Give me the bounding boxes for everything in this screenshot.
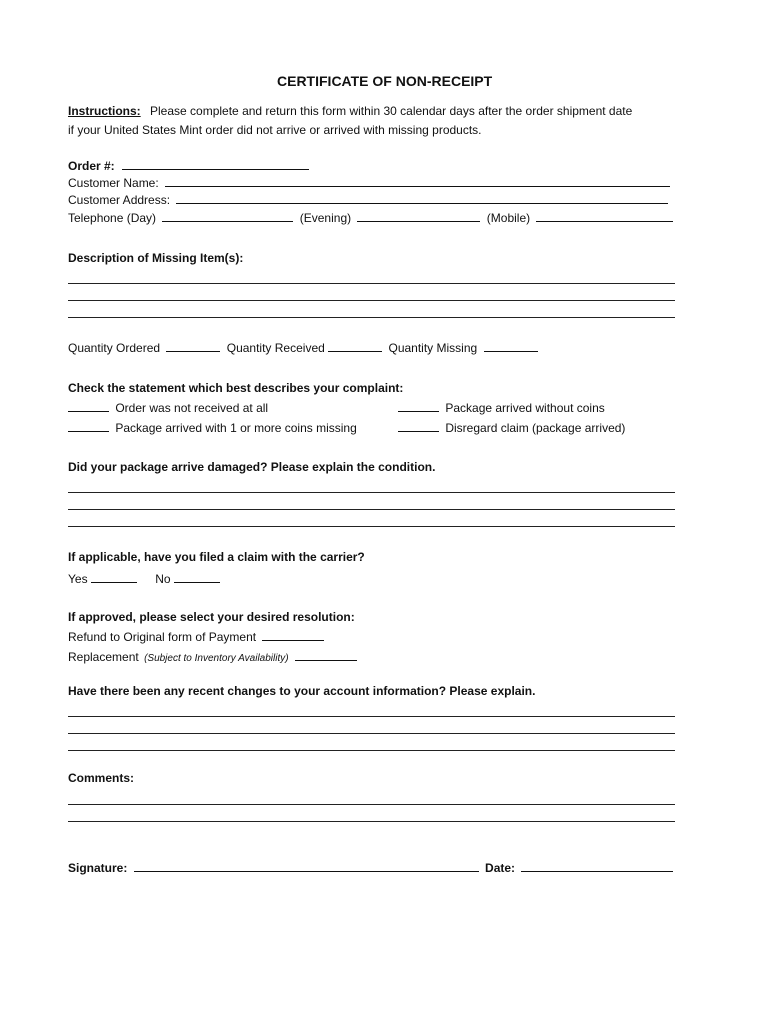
signature-field[interactable] — [134, 860, 479, 872]
resolution-refund-row — [68, 629, 324, 645]
customer-name-row — [68, 175, 670, 191]
complaint-option-label: Package arrived without coins — [445, 401, 605, 415]
complaint-option-disregard — [398, 420, 625, 436]
quantity-received-label: Quantity Received — [226, 341, 325, 355]
replacement-note: (Subject to Inventory Availability) — [144, 653, 289, 664]
missing-items-line-1[interactable] — [68, 283, 675, 284]
complaint-checkbox-coins-missing[interactable] — [68, 420, 109, 432]
telephone-row — [68, 210, 673, 226]
quantity-received-field[interactable] — [328, 340, 382, 352]
complaint-option-without-coins — [398, 400, 605, 416]
customer-address-label: Customer Address: — [68, 193, 171, 207]
quantity-ordered-field[interactable] — [166, 340, 220, 352]
order-label: Order #: — [68, 159, 115, 173]
carrier-no-label: No — [155, 572, 171, 586]
order-number-field[interactable] — [122, 158, 309, 170]
carrier-no-field[interactable] — [174, 571, 220, 583]
telephone-mobile-label: (Mobile) — [486, 211, 531, 225]
carrier-yes-field[interactable] — [91, 571, 137, 583]
resolution-replacement-row — [68, 649, 357, 667]
comments-line-2[interactable] — [68, 821, 675, 822]
complaint-option-not-received — [68, 400, 268, 416]
carrier-yes-label: Yes — [68, 572, 88, 586]
customer-name-label: Customer Name: — [68, 176, 159, 190]
quantity-missing-field[interactable] — [484, 340, 538, 352]
comments-heading: Comments: — [68, 771, 135, 785]
complaint-checkbox-without-coins[interactable] — [398, 400, 439, 412]
replacement-label: Replacement — [68, 650, 139, 664]
damaged-line-2[interactable] — [68, 509, 675, 510]
instructions-text-1: Please complete and return this form within 30 calendar days after the order shipment date — [150, 104, 633, 118]
account-changes-line-3[interactable] — [68, 750, 675, 751]
complaint-option-label: Disregard claim (package arrived) — [445, 421, 626, 435]
refund-field[interactable] — [262, 629, 324, 641]
complaint-option-label: Package arrived with 1 or more coins missing — [115, 421, 357, 435]
account-changes-line-1[interactable] — [68, 716, 675, 717]
order-row — [68, 158, 309, 174]
carrier-heading: If applicable, have you filed a claim with the carrier? — [68, 550, 365, 564]
carrier-answer-row — [68, 571, 220, 587]
complaint-checkbox-not-received[interactable] — [68, 400, 109, 412]
signature-label: Signature: — [68, 861, 128, 875]
customer-address-row — [68, 192, 668, 208]
damaged-line-3[interactable] — [68, 526, 675, 527]
replacement-field[interactable] — [295, 649, 357, 661]
telephone-day-label: Telephone (Day) — [68, 211, 157, 225]
resolution-heading: If approved, please select your desired resolution: — [68, 610, 355, 624]
telephone-mobile-field[interactable] — [536, 210, 673, 222]
refund-label: Refund to Original form of Payment — [68, 630, 257, 644]
damaged-line-1[interactable] — [68, 492, 675, 493]
complaint-option-coins-missing — [68, 420, 357, 436]
customer-address-field[interactable] — [176, 192, 668, 204]
signature-row — [68, 860, 673, 876]
missing-items-line-3[interactable] — [68, 317, 675, 318]
telephone-evening-label: (Evening) — [299, 211, 352, 225]
damaged-heading: Did your package arrive damaged? Please explain the condition. — [68, 460, 436, 474]
account-changes-line-2[interactable] — [68, 733, 675, 734]
date-label: Date: — [485, 861, 516, 875]
complaint-option-label: Order was not received at all — [115, 401, 269, 415]
quantity-ordered-label: Quantity Ordered — [68, 341, 161, 355]
complaint-checkbox-disregard[interactable] — [398, 420, 439, 432]
telephone-day-field[interactable] — [162, 210, 293, 222]
customer-name-field[interactable] — [165, 175, 670, 187]
quantity-missing-label: Quantity Missing — [388, 341, 478, 355]
missing-items-heading: Description of Missing Item(s): — [68, 251, 244, 265]
instructions-line-1 — [68, 103, 632, 119]
account-changes-heading: Have there been any recent changes to your account information? Please explain. — [68, 684, 536, 698]
missing-items-line-2[interactable] — [68, 300, 675, 301]
instructions-label: Instructions: — [68, 104, 141, 118]
complaint-heading: Check the statement which best describes your complaint: — [68, 381, 404, 395]
comments-line-1[interactable] — [68, 804, 675, 805]
date-field[interactable] — [521, 860, 673, 872]
telephone-evening-field[interactable] — [357, 210, 480, 222]
page-title: CERTIFICATE OF NON-RECEIPT — [277, 73, 493, 89]
instructions-line-2: if your United States Mint order did not arrive or arrived with missing products. — [68, 123, 482, 137]
quantity-row — [68, 340, 538, 356]
